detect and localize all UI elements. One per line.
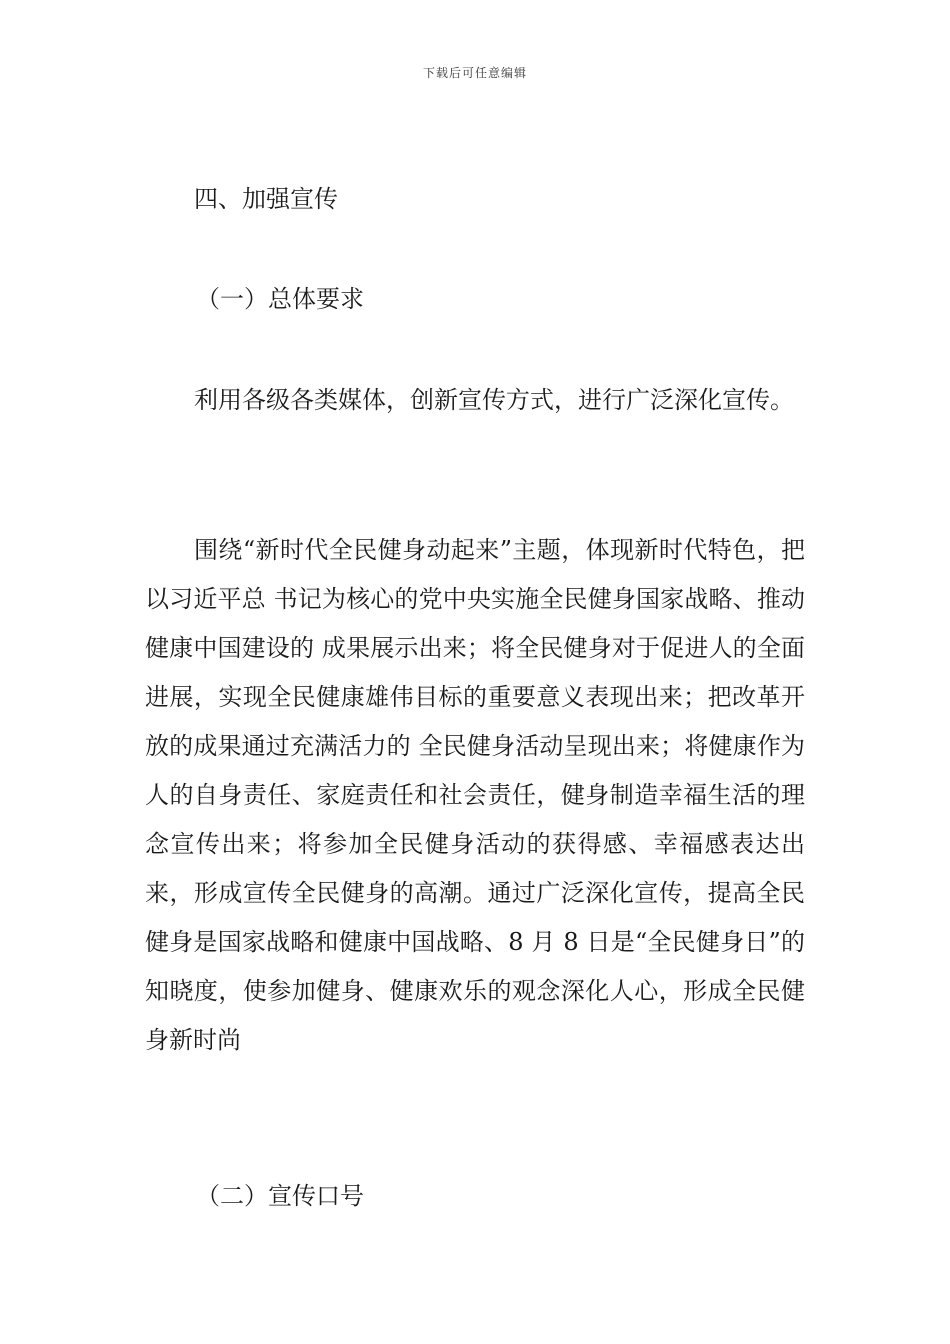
section-heading: 四、加强宣传 — [194, 185, 338, 213]
subsection-heading-slogans: （二）宣传口号 — [196, 1182, 364, 1210]
subsection-heading-overall-requirements: （一）总体要求 — [196, 285, 364, 313]
paragraph-media-promotion: 利用各级各类媒体，创新宣传方式，进行广泛深化宣传。 — [194, 386, 794, 414]
paragraph-theme-promotion: 围绕“新时代全民健身动起来”主题，体现新时代特色，把以习近平总 书记为核心的党中央实施全民健身国家战略、推动健康中国建设的 成果展示出来；将全民健身对于促进人的全面进展，实现全民健康雄伟目标的重要意义表现出来；把改革开放的成果通过充满活力的 全民健身活动呈现出来；将健康作为人的自身责任、家庭责任和社会责任，健身制造幸福生活的理念宣传出来；将参加全民健身活动的获得感、幸福感表达出来，形成宣传全民健身的高潮。通过广泛深化宣传，提高全民健身是国家战略和健康中国战略、8 月 8 日是“全民健身日”的知晓度，使参加健身、健康欢乐的观念深化人心，形成全民健身新时尚 — [145, 536, 805, 1054]
page-header-note: 下载后可任意编辑 — [422, 66, 527, 80]
